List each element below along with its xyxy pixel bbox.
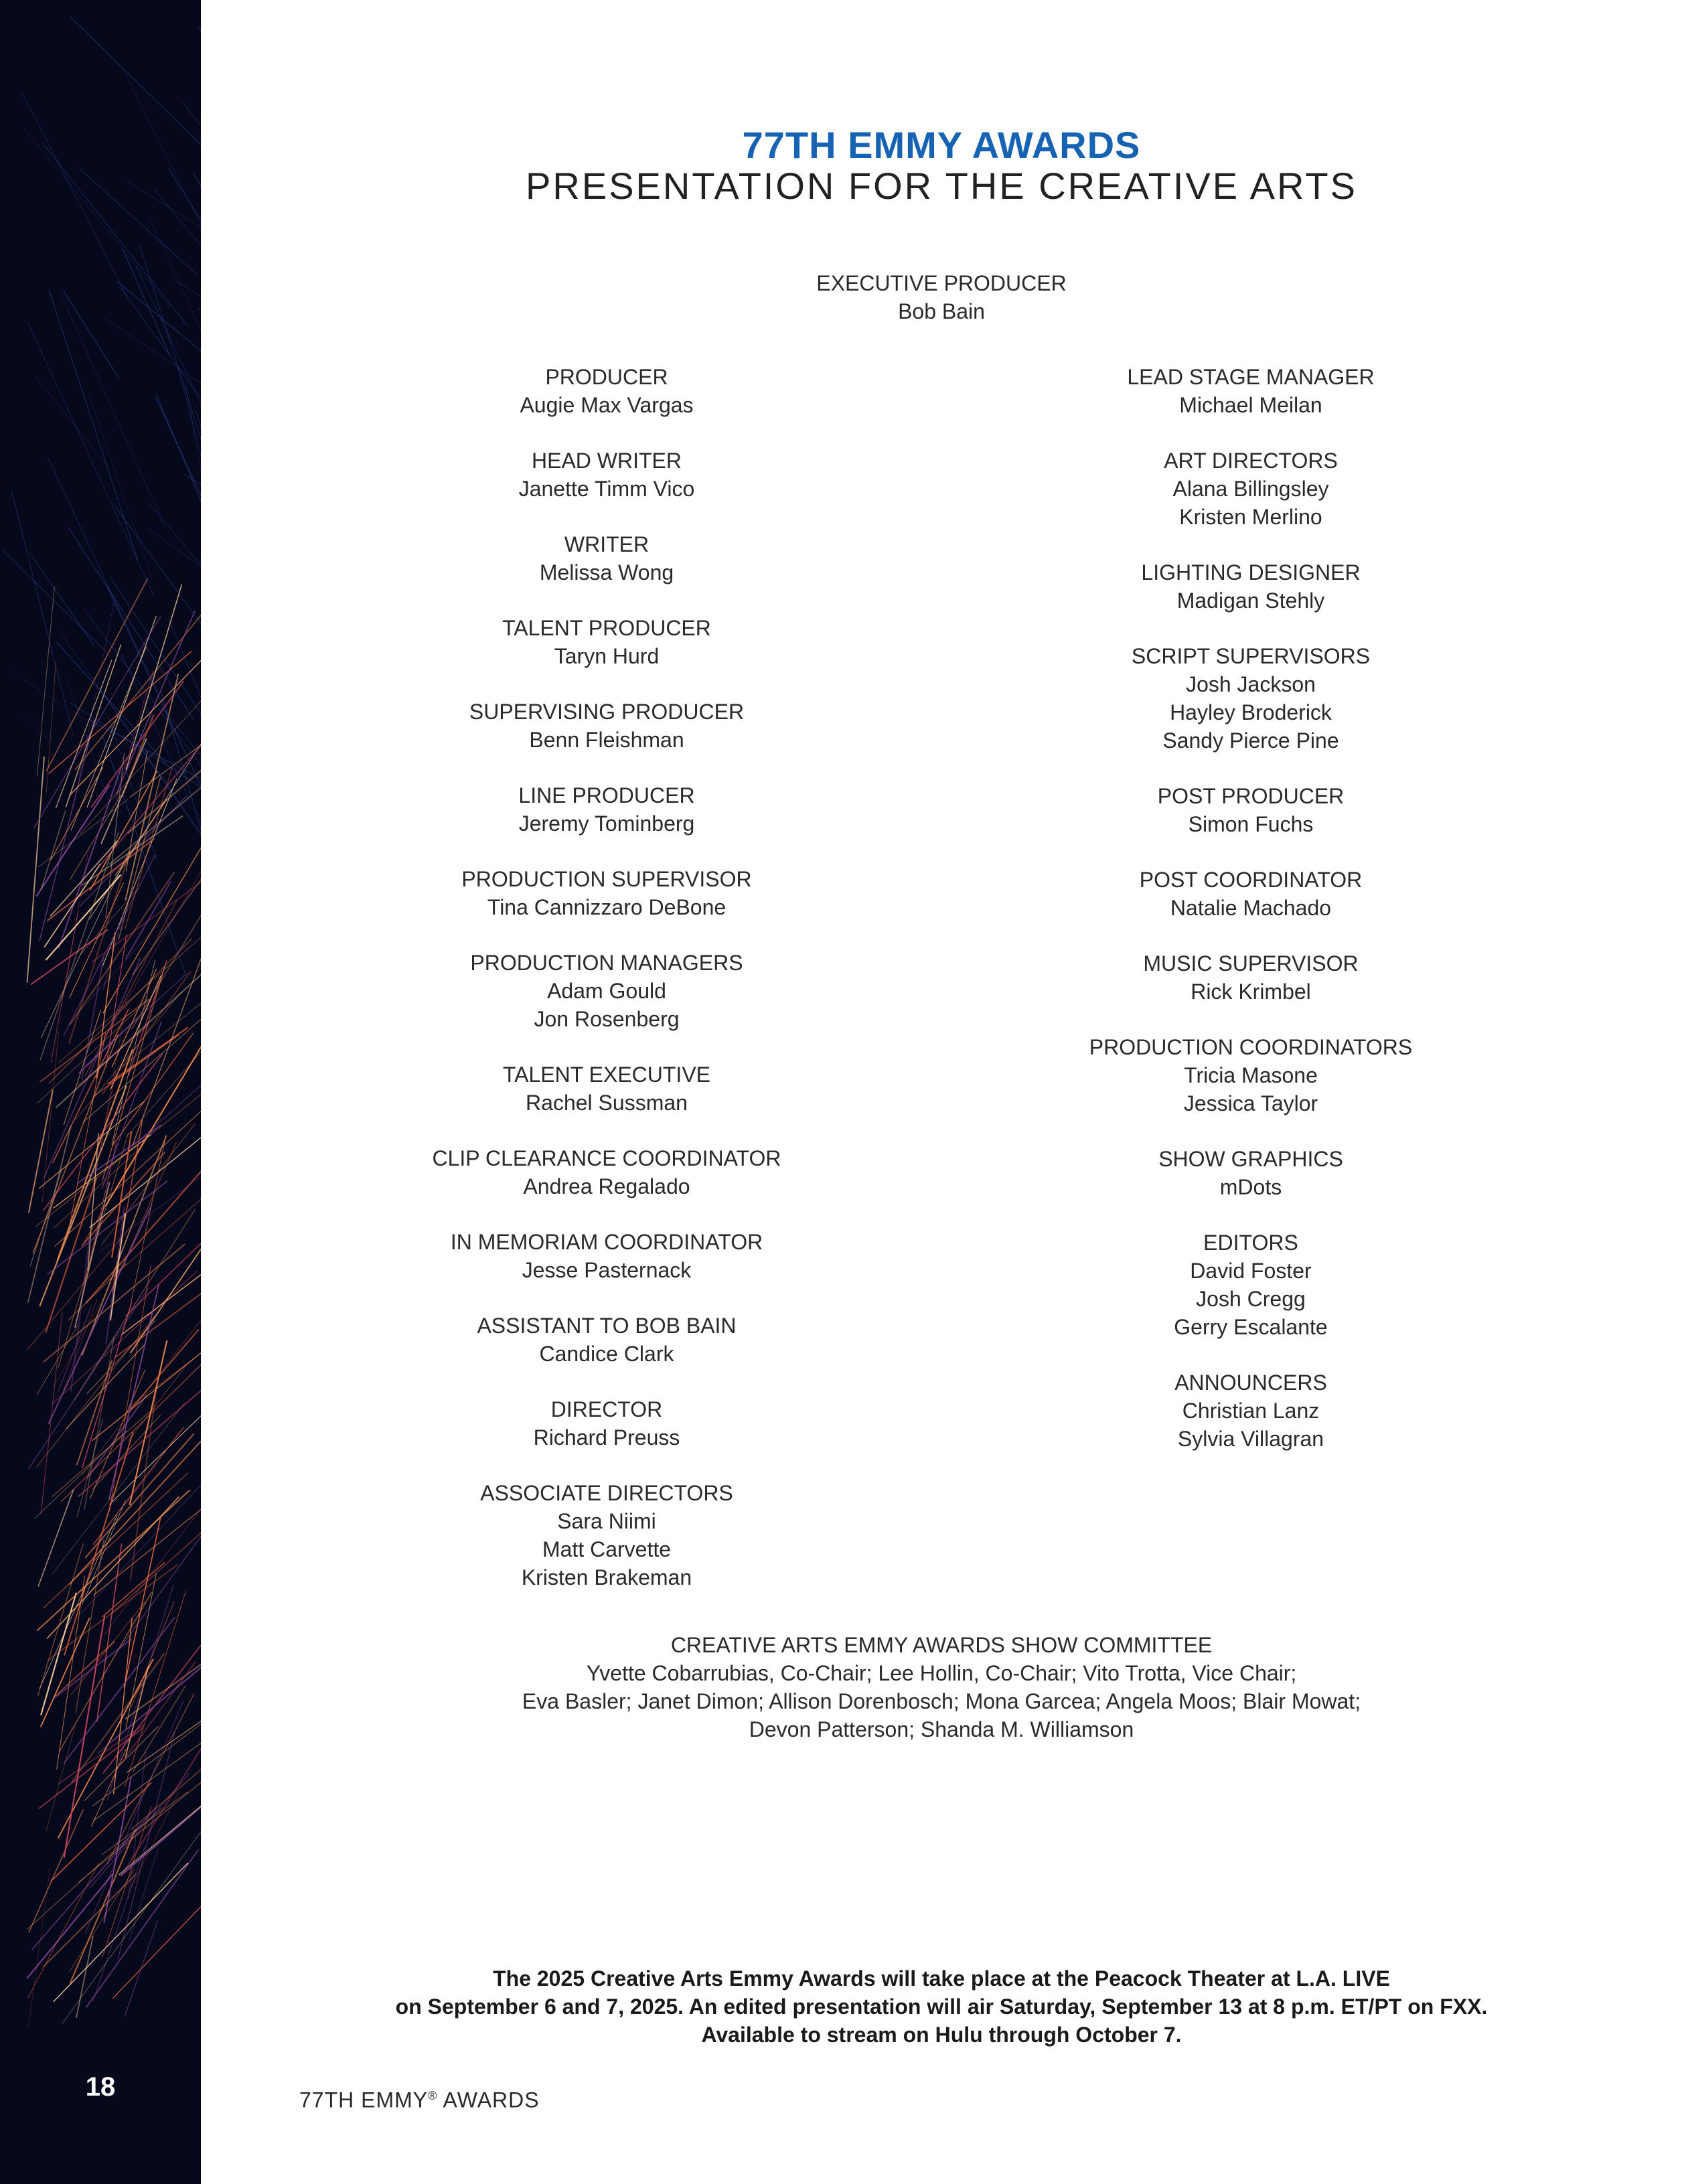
light-streak (117, 281, 201, 416)
credit-block (1016, 1145, 1485, 1201)
light-streak (139, 242, 201, 507)
credit-name: Michael Meilan (1179, 393, 1322, 417)
light-streak (177, 366, 201, 546)
light-streak (73, 595, 116, 808)
light-streak (40, 1515, 117, 1689)
light-streak (66, 645, 121, 807)
light-streak (64, 1432, 133, 1655)
light-streak (64, 291, 119, 378)
footer-label-text: AWARDS (437, 2088, 540, 2112)
credit-role: IN MEMORIAM COORDINATOR (450, 1230, 763, 1254)
page-subtitle: PRESENTATION FOR THE CREATIVE ARTS (526, 165, 1357, 207)
light-streak (33, 1034, 118, 1253)
credit-name: Jesse Pasternack (522, 1258, 692, 1282)
light-streak (41, 1312, 62, 1515)
light-streak (120, 287, 201, 508)
light-streak (33, 616, 160, 828)
credit-name: Rachel Sussman (526, 1091, 688, 1115)
credit-role: MUSIC SUPERVISOR (1143, 951, 1359, 976)
credit-block (1016, 447, 1485, 531)
credit-name: Benn Fleishman (529, 728, 684, 752)
event-notice (201, 1964, 1682, 2049)
credit-role: ASSOCIATE DIRECTORS (480, 1481, 733, 1505)
credit-name: Kristen Merlino (1179, 505, 1322, 529)
right-credits-column (1016, 363, 1485, 1480)
light-streak (27, 757, 44, 983)
credit-name: Melissa Wong (539, 560, 674, 584)
credit-name: Josh Cregg (1196, 1287, 1306, 1311)
page-number: 18 (85, 2072, 116, 2102)
credit-role: HEAD WRITER (532, 449, 682, 473)
light-streak (169, 619, 201, 876)
light-streak (47, 839, 154, 921)
credit-role: PRODUCTION SUPERVISOR (461, 867, 752, 891)
light-streak (56, 1641, 114, 1696)
light-streak (27, 1874, 112, 1978)
light-streak (37, 586, 54, 776)
light-streak (102, 1563, 165, 1617)
light-streak (28, 1868, 50, 2027)
credit-block (372, 1144, 841, 1200)
credit-role: DIRECTOR (550, 1397, 663, 1421)
credit-role: EDITORS (1203, 1231, 1298, 1255)
light-streak (129, 1028, 201, 1150)
light-streak (37, 1001, 147, 1103)
light-streak (85, 901, 177, 1076)
light-streak (103, 1589, 201, 1774)
light-streak (42, 1032, 58, 1202)
credit-block (1016, 363, 1485, 419)
light-streak (42, 143, 187, 326)
light-streak (71, 1231, 90, 1391)
credit-block (1016, 949, 1485, 1006)
decorative-side-panel (0, 0, 201, 2184)
footer-label-text: 77TH EMMY (299, 2088, 429, 2112)
credit-block (372, 949, 841, 1033)
light-streak (38, 1490, 74, 1587)
committee-line: Eva Basler; Janet Dimon; Allison Dorenbosch; Mona Garcea; Angela Moos; Blair Mowat; (522, 1689, 1361, 1713)
credit-block (372, 1395, 841, 1452)
light-streak (126, 180, 201, 278)
light-streak (82, 1302, 132, 1468)
light-streak (108, 716, 157, 860)
light-streak (48, 1181, 167, 1275)
credit-name: Kristen Brakeman (521, 1565, 692, 1589)
light-streak (29, 1810, 83, 1932)
credit-block (372, 447, 841, 503)
light-streak (9, 670, 181, 782)
light-streak (44, 864, 100, 947)
light-streak (51, 911, 78, 1063)
light-streak (130, 1340, 167, 1505)
credit-name: mDots (1219, 1175, 1282, 1199)
credit-name: Natalie Machado (1170, 896, 1332, 920)
credit-block (372, 1479, 841, 1591)
light-streak (103, 317, 201, 403)
light-streak (82, 1306, 201, 1475)
light-streak (122, 655, 190, 801)
committee-line: Devon Patterson; Shanda M. Williamson (749, 1717, 1134, 1741)
credit-block (372, 698, 841, 754)
credit-role: PRODUCTION MANAGERS (470, 951, 743, 975)
credit-block (1016, 782, 1485, 838)
credit-name: Gerry Escalante (1174, 1315, 1328, 1339)
light-streak (102, 1792, 188, 1855)
light-streak (37, 1490, 189, 1630)
credit-role: POST PRODUCER (1157, 784, 1345, 808)
light-streak (58, 1306, 91, 1392)
light-streaks-image (0, 0, 201, 2184)
light-streak (27, 322, 155, 597)
credit-name: Josh Jackson (1186, 672, 1316, 696)
credit-role: CLIP CLEARANCE COORDINATOR (432, 1146, 781, 1170)
light-streak (84, 1726, 159, 1801)
light-streak (147, 528, 201, 617)
light-streak (78, 1767, 201, 1883)
credit-name: Christian Lanz (1182, 1399, 1320, 1423)
show-committee-credit (201, 1631, 1682, 1743)
credit-name: Hayley Broderick (1170, 700, 1332, 724)
notice-line: The 2025 Creative Arts Emmy Awards will take place at the Peacock Theater at L.A. LIVE (493, 1966, 1390, 1991)
credit-block (372, 781, 841, 838)
credit-role: SUPERVISING PRODUCER (469, 700, 745, 724)
credit-role: ART DIRECTORS (1164, 449, 1338, 473)
credit-name: Augie Max Vargas (520, 393, 694, 417)
light-streak (156, 393, 201, 533)
credit-name: Sylvia Villagran (1177, 1427, 1324, 1451)
light-streak (64, 1616, 105, 1858)
light-streak (70, 1032, 106, 1223)
registered-mark: ® (428, 2089, 438, 2102)
credit-name: Jessica Taylor (1183, 1091, 1318, 1115)
light-streak (127, 1661, 201, 1772)
credit-role: CREATIVE ARTS EMMY AWARDS SHOW COMMITTEE (670, 1633, 1213, 1657)
credit-block (372, 865, 841, 921)
light-streak (21, 92, 127, 296)
light-streak (123, 69, 201, 266)
credit-block (372, 363, 841, 419)
credit-block (372, 530, 841, 587)
light-streak (49, 939, 192, 1084)
light-streak (68, 1263, 127, 1320)
credit-name: Jon Rosenberg (534, 1007, 680, 1031)
light-streak (60, 292, 165, 528)
credit-block (372, 1061, 841, 1117)
light-streak (52, 1403, 185, 1574)
light-streak (46, 661, 56, 793)
credit-name: Rick Krimbel (1191, 980, 1311, 1004)
credit-block (372, 1312, 841, 1368)
credit-block (1016, 1229, 1485, 1341)
credit-block (1016, 558, 1485, 615)
light-streak (68, 527, 194, 719)
light-streak (90, 1129, 201, 1228)
light-streak (98, 1117, 201, 1253)
light-streak (92, 1348, 201, 1441)
credit-name: David Foster (1190, 1259, 1312, 1283)
light-streak (62, 1827, 201, 2023)
light-streak (184, 475, 201, 584)
light-streak (125, 767, 173, 929)
light-streak (88, 392, 151, 578)
light-streak (196, 410, 201, 660)
light-streak (129, 1329, 199, 1411)
light-streak (91, 1749, 126, 1826)
light-streak (136, 265, 201, 512)
light-streak (121, 1211, 201, 1334)
light-streak (70, 882, 124, 998)
light-streak (112, 1469, 201, 1613)
credit-name: Matt Carvette (542, 1537, 672, 1561)
credit-role: TALENT PRODUCER (502, 616, 711, 640)
credit-block (372, 1228, 841, 1284)
credit-role: LINE PRODUCER (518, 783, 695, 807)
credit-name: Janette Timm Vico (518, 477, 695, 501)
light-streak (149, 504, 201, 611)
credit-name: Candice Clark (539, 1342, 674, 1366)
light-streak (54, 1863, 188, 2002)
light-streak (198, 309, 201, 429)
credit-block (1016, 1369, 1485, 1453)
light-streak (106, 753, 125, 918)
light-streak (125, 881, 171, 959)
credit-name: Richard Preuss (533, 1425, 680, 1450)
credit-role: SHOW GRAPHICS (1158, 1147, 1343, 1171)
light-streak (50, 767, 102, 860)
credit-role: EXECUTIVE PRODUCER (816, 271, 1067, 295)
light-streak (106, 992, 201, 1206)
light-streak (66, 1344, 146, 1429)
light-streak (109, 1284, 159, 1500)
light-streak (49, 290, 138, 560)
light-streak (102, 1806, 151, 1957)
credit-name: Bob Bain (898, 299, 985, 323)
credit-name: Tricia Masone (1184, 1063, 1318, 1087)
light-streak (185, 382, 201, 621)
light-streak (116, 671, 153, 799)
credit-name: Madigan Stehly (1176, 589, 1325, 613)
credit-name: Andrea Regalado (523, 1174, 690, 1198)
light-streak (39, 799, 129, 867)
credit-name: Tina Cannizzaro DeBone (487, 895, 727, 919)
footer-publication-label (299, 2082, 540, 2114)
credit-block (1016, 866, 1485, 922)
credit-role: ASSISTANT TO BOB BAIN (477, 1314, 737, 1338)
credit-role: ANNOUNCERS (1174, 1371, 1327, 1395)
light-streak (48, 1204, 152, 1424)
light-streak (70, 17, 201, 183)
light-streak (156, 398, 201, 582)
executive-producer-credit (201, 269, 1682, 325)
credit-name: Jeremy Tominberg (518, 811, 695, 836)
light-streak (84, 609, 201, 787)
credit-role: PRODUCER (545, 365, 668, 389)
light-streak (149, 218, 201, 401)
light-streak (35, 376, 107, 466)
light-streak (169, 169, 201, 350)
light-streak (69, 1869, 134, 1972)
credit-role: TALENT EXECUTIVE (503, 1063, 710, 1087)
credit-role: LEAD STAGE MANAGER (1127, 365, 1375, 389)
light-streak (11, 490, 74, 736)
light-streak (40, 720, 94, 941)
light-streak (124, 1518, 160, 1688)
page-title: 77TH EMMY AWARDS (742, 124, 1141, 166)
light-streak (77, 1125, 161, 1184)
credit-role: LIGHTING DESIGNER (1141, 560, 1361, 584)
credit-role: SCRIPT SUPERVISORS (1131, 644, 1371, 668)
credit-block (372, 614, 841, 670)
credit-role: WRITER (564, 532, 649, 556)
left-credits-column (372, 363, 841, 1619)
light-streak (52, 1408, 153, 1496)
light-streak (40, 832, 119, 1060)
credit-name: Sandy Pierce Pine (1162, 728, 1339, 753)
credit-role: POST COORDINATOR (1139, 868, 1363, 892)
light-streak (93, 1681, 201, 1821)
credit-role: PRODUCTION COORDINATORS (1089, 1035, 1413, 1059)
committee-line: Yvette Cobarrubias, Co-Chair; Lee Hollin, Co-Chair; Vito Trotta, Vice Chair; (586, 1661, 1297, 1685)
light-streak (97, 1543, 122, 1721)
light-streak (115, 1229, 201, 1357)
notice-line: Available to stream on Hulu through October 7. (701, 2023, 1182, 2047)
light-streak (77, 1419, 103, 1518)
credit-name: Alana Billingsley (1172, 477, 1329, 501)
light-streak (125, 1920, 158, 2015)
credit-name: Taryn Hurd (554, 644, 660, 668)
credit-block (1016, 642, 1485, 755)
credit-name: Adam Gould (547, 979, 666, 1003)
credit-name: Sara Niimi (557, 1509, 656, 1533)
light-streak (24, 128, 171, 309)
light-streak (194, 174, 201, 360)
notice-line: on September 6 and 7, 2025. An edited presentation will air Saturday, September 13 at 8 p.m. ET/PT on FXX. (395, 1995, 1488, 2019)
light-streak (72, 1653, 164, 1782)
light-streak (125, 674, 178, 901)
light-streak (38, 1543, 84, 1696)
credit-block (1016, 1033, 1485, 1117)
light-streak (85, 1701, 183, 1934)
light-streak (29, 1090, 53, 1213)
light-streak (112, 503, 201, 676)
credit-name: Simon Fuchs (1188, 812, 1314, 836)
light-streak (108, 1027, 188, 1084)
light-streak (64, 1010, 100, 1125)
light-streak (27, 1863, 98, 1999)
light-streak (183, 102, 201, 242)
light-streak (3, 550, 107, 653)
light-streak (48, 457, 157, 692)
